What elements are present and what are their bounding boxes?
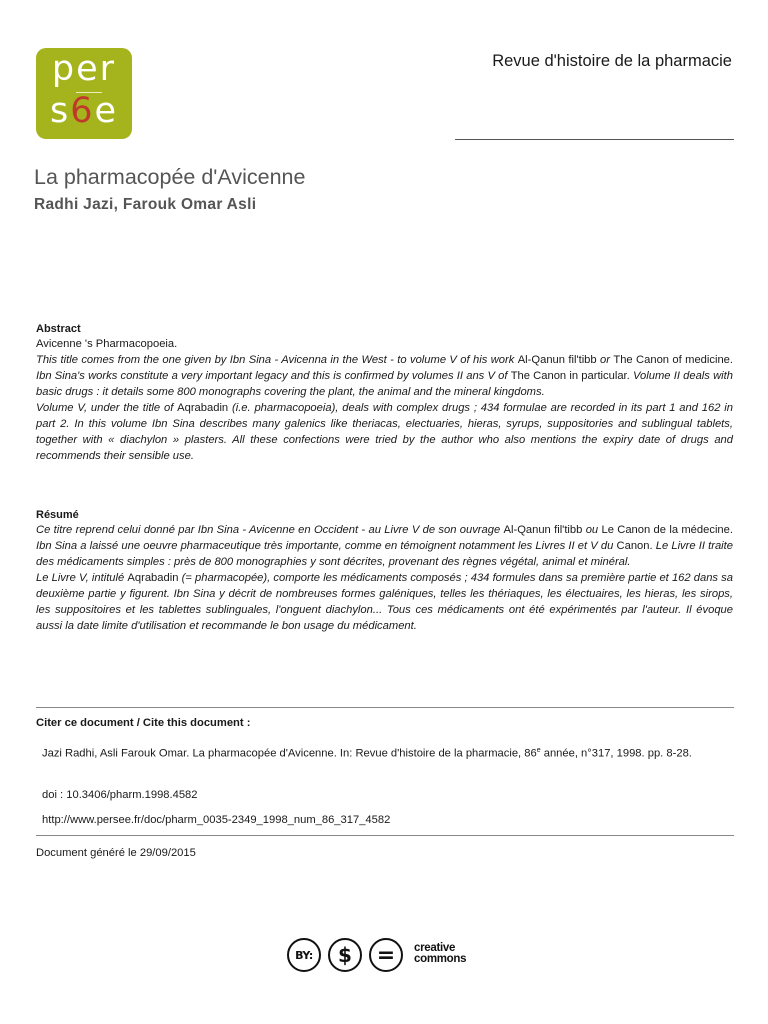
cc-by-icon: BY: — [287, 938, 321, 972]
citation-top-divider — [36, 707, 734, 708]
logo-text-line1: per — [51, 49, 117, 89]
resume-p1-text-4: Le Livre II traite des médicaments simples : près de 800 monographies y sont décrites, provenant des règnes végétal, animal et minéral. — [36, 540, 734, 568]
resume-paragraph-2 — [36, 570, 733, 634]
abstract-section — [36, 322, 733, 464]
resume-heading: Résumé — [36, 509, 79, 521]
abstract-subtitle: Avicenne 's Pharmacopoeia. — [36, 338, 178, 350]
resume-p1-work-title: Al-Qanun fil'tibb — [503, 524, 583, 536]
resume-p2-aqrabadin: Aqrabadin — [127, 572, 179, 584]
cc-label-line1: creative — [414, 942, 456, 954]
citation-bottom-divider — [36, 835, 734, 836]
logo-text-accent: 6 — [70, 91, 95, 131]
abstract-p2-aqrabadin: Aqrabadin — [177, 402, 229, 414]
journal-divider — [455, 139, 734, 140]
resume-p2-text-1: Le Livre V, intitulé — [36, 572, 128, 584]
abstract-p2-text-2: (i.e. pharmacopoeia), deals with complex drugs ; 434 formulae are recorded in its part 1 and 162 in part 2. In this volume Ibn Sina describes many galenics like theriacas, electuaries, hieras, syrups, suppositories and sublingual tablets, together with « diachylon » plasters. All these confections were tried by the author who also mentions the expiry date of drugs and recommends their sensible use. — [36, 402, 734, 462]
abstract-p1-canon-ref: The Canon in particular. — [510, 370, 630, 382]
logo-text-line2 — [36, 91, 132, 131]
citation-heading: Citer ce document / Cite this document : — [36, 717, 251, 729]
cc-label-line2: commons — [414, 953, 467, 965]
abstract-p1-canon-title: The Canon of medicine. — [613, 354, 734, 366]
abstract-paragraph-2 — [36, 400, 733, 464]
abstract-p2-text-1: Volume V, under the title of — [36, 402, 178, 414]
article-title: La pharmacopée d'Avicenne — [34, 165, 306, 189]
citation-doi[interactable]: doi : 10.3406/pharm.1998.4582 — [42, 789, 198, 801]
cc-noncommercial-icon: $ — [328, 938, 362, 972]
persee-logo — [36, 48, 132, 139]
resume-p1-text-3: Ibn Sina a laissé une oeuvre pharmaceutique très importante, comme en témoignent notamment les Livres II et V du — [36, 540, 617, 552]
resume-p1-canon-ref: Canon. — [616, 540, 653, 552]
citation-text-superscript: e — [536, 747, 541, 754]
logo-text-s: s — [49, 91, 71, 131]
journal-title: Revue d'histoire de la pharmacie — [492, 52, 732, 70]
citation-url-link[interactable]: http://www.persee.fr/doc/pharm_0035-2349_1998_num_86_317_4582 — [42, 814, 391, 826]
creative-commons-badge[interactable] — [287, 938, 487, 974]
abstract-p1-text-3: Ibn Sina's works constitute a very important legacy and this is confirmed by volumes II ans V of — [36, 370, 511, 382]
resume-p1-text-2: ou — [582, 524, 602, 536]
generated-date: Document généré le 29/09/2015 — [36, 847, 196, 859]
resume-p1-canon-title: Le Canon de la médecine. — [601, 524, 733, 536]
creative-commons-label — [414, 943, 466, 965]
article-authors: Radhi Jazi, Farouk Omar Asli — [34, 196, 257, 213]
resume-section — [36, 508, 733, 634]
citation-text-main: Jazi Radhi, Asli Farouk Omar. La pharmacopée d'Avicenne. In: Revue d'histoire de la pharmacie, 86 — [42, 747, 537, 760]
resume-p2-text-2: (= pharmacopée), comporte les médicaments composés ; 434 formules dans sa première partie et 162 dans sa deuxième partie y figurent. Ibn Sina y décrit de nombreuses formes galéniques, telles les thériaques, les électuaires, les hieras, les sirops, les suppositoires et les tablettes sublinguales, l'onguent diachylon... Tous ces médicaments ont été expérimentés par l'auteur. Il évoque aussi la date limite d'utilisation et recommande le bon usage du médicament. — [36, 572, 733, 632]
abstract-p1-text-4: Volume II deals with basic drugs : it details some 800 monographs covering the plant, the animal and the mineral kingdoms. — [36, 370, 733, 398]
abstract-p1-work-title: Al-Qanun fil'tibb — [517, 354, 597, 366]
logo-text-e: e — [94, 91, 119, 131]
resume-p1-text-1: Ce titre reprend celui donné par Ibn Sina - Avicenne en Occident - au Livre V de son ouvrage — [36, 524, 504, 536]
cc-noderivatives-icon: = — [369, 938, 403, 972]
citation-text — [42, 741, 734, 764]
abstract-paragraph-1 — [36, 352, 733, 400]
citation-text-end: année, n°317, 1998. pp. 8-28. — [540, 747, 692, 760]
abstract-heading: Abstract — [36, 323, 81, 335]
abstract-p1-text-1: This title comes from the one given by Ibn Sina - Avicenna in the West - to volume V of his work — [36, 354, 518, 366]
resume-paragraph-1 — [36, 522, 733, 570]
abstract-p1-text-2: or — [596, 354, 614, 366]
